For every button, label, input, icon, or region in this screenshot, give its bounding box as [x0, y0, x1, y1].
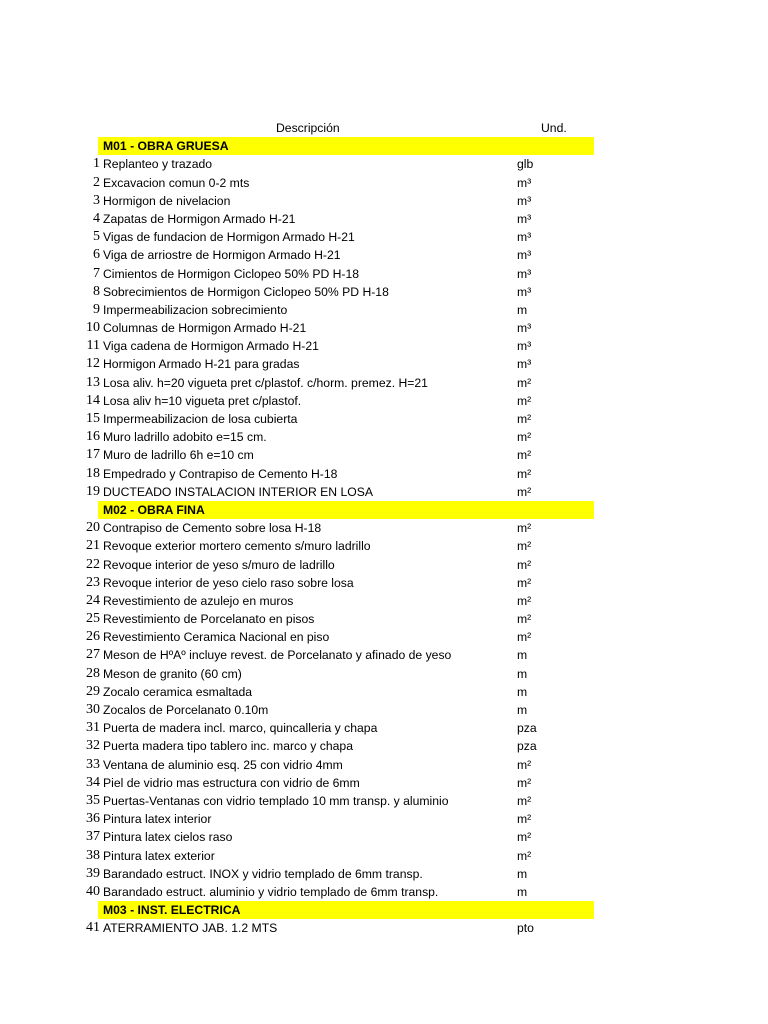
table-row	[0, 465, 768, 483]
table-row	[0, 174, 768, 192]
item-number: 37	[86, 829, 100, 845]
item-description: Zocalos de Porcelanato 0.10m	[103, 703, 269, 717]
item-number: 29	[86, 683, 100, 699]
item-number: 27	[86, 647, 100, 663]
item-unit: m²	[517, 775, 532, 790]
item-description: Hormigon de nivelacion	[103, 193, 231, 208]
table-row	[0, 283, 768, 301]
item-description: Revoque exterior mortero cemento s/muro ladrillo	[103, 539, 371, 554]
item-number: 8	[93, 283, 100, 299]
item-description: Ventana de aluminio esq. 25 con vidrio 4mm	[103, 757, 343, 772]
item-number: 13	[86, 374, 100, 390]
item-unit: pza	[517, 739, 537, 754]
item-unit: m²	[517, 557, 532, 572]
table-row	[0, 592, 768, 610]
item-number: 35	[86, 792, 100, 808]
item-unit: m²	[517, 393, 532, 408]
table-row	[0, 192, 768, 210]
item-number: 1	[93, 156, 100, 172]
item-number: 19	[86, 483, 100, 499]
item-number: 25	[86, 611, 100, 627]
item-number: 34	[86, 774, 100, 790]
section-title: M01 - OBRA GRUESA	[103, 139, 229, 154]
table-row	[0, 792, 768, 810]
item-number: 2	[93, 174, 100, 190]
item-number: 15	[86, 411, 100, 426]
item-unit: m	[517, 866, 528, 881]
item-description: Revoque interior de yeso cielo raso sobre losa	[103, 575, 354, 590]
table-row	[0, 719, 768, 737]
item-unit: m²	[517, 848, 532, 863]
item-description: Cimientos de Hormigon Ciclopeo 50% PD H-18	[103, 266, 360, 281]
item-description: Zocalo ceramica esmaltada	[103, 684, 253, 699]
item-unit: m²	[517, 430, 532, 445]
table-row	[0, 810, 768, 828]
section-header-row	[0, 901, 768, 919]
table-row	[0, 556, 768, 574]
spreadsheet	[0, 119, 768, 937]
table-row	[0, 428, 768, 446]
item-unit: m³	[517, 193, 532, 208]
table-body	[0, 137, 768, 937]
item-unit: m³	[517, 339, 532, 354]
item-description: Revestimiento de azulejo en muros	[103, 593, 294, 608]
item-description: Replanteo y trazado	[103, 157, 213, 172]
item-description: Hormigon Armado H-21 para gradas	[103, 357, 300, 372]
table-row	[0, 865, 768, 883]
table-row	[0, 392, 768, 410]
table-row	[0, 228, 768, 246]
header-row	[0, 119, 768, 137]
item-unit: m²	[517, 375, 532, 390]
item-description: Columnas de Hormigon Armado H-21	[103, 321, 307, 336]
item-unit: m	[517, 666, 528, 681]
item-unit: m	[517, 684, 528, 699]
item-description: Vigas de fundacion de Hormigon Armado H-21	[103, 230, 355, 245]
item-description: Pintura latex exterior	[103, 848, 215, 863]
table-row	[0, 446, 768, 464]
table-row	[0, 737, 768, 755]
item-description: Revestimiento de Porcelanato en pisos	[103, 612, 315, 627]
table-row	[0, 410, 768, 428]
table-row	[0, 483, 768, 501]
item-unit: m³	[517, 284, 532, 299]
item-description: Revestimiento Ceramica Nacional en piso	[103, 630, 330, 645]
item-unit: m²	[517, 484, 532, 499]
item-unit: m²	[517, 466, 532, 481]
item-unit: m³	[517, 230, 532, 245]
section-title: M02 - OBRA FINA	[103, 502, 205, 517]
item-description: Puertas-Ventanas con vidrio templado 10 mm transp. y aluminio	[103, 793, 449, 808]
table-row	[0, 646, 768, 664]
item-unit: m	[517, 884, 528, 899]
table-row	[0, 574, 768, 592]
table-row	[0, 374, 768, 392]
table-row	[0, 847, 768, 865]
table-row	[0, 246, 768, 264]
item-number: 32	[86, 738, 100, 754]
item-number: 7	[93, 265, 100, 281]
item-number: 33	[86, 756, 100, 772]
table-row	[0, 883, 768, 901]
table-row	[0, 537, 768, 555]
item-number: 39	[86, 865, 100, 881]
item-unit: m	[517, 302, 528, 317]
item-number: 21	[86, 538, 100, 554]
item-description: ATERRAMIENTO JAB. 1.2 MTS	[103, 921, 278, 936]
item-number: 41	[86, 920, 100, 936]
item-unit: m²	[517, 575, 532, 590]
table-row	[0, 265, 768, 283]
item-unit: m²	[517, 521, 532, 536]
item-description: Empedrado y Contrapiso de Cemento H-18	[103, 466, 338, 481]
item-description: DUCTEADO INSTALACION INTERIOR EN LOSA	[103, 484, 373, 499]
item-unit: m²	[517, 793, 532, 808]
table-row	[0, 628, 768, 646]
item-unit: m²	[517, 630, 532, 645]
item-unit: m³	[517, 211, 532, 226]
item-number: 16	[86, 429, 100, 445]
table-row	[0, 337, 768, 355]
item-unit: glb	[517, 157, 534, 172]
table-row	[0, 774, 768, 792]
item-description: Revoque interior de yeso s/muro de ladrillo	[103, 557, 335, 572]
item-description: Pintura latex cielos raso	[103, 830, 233, 845]
item-unit: m³	[517, 248, 532, 263]
table-row	[0, 828, 768, 846]
header-unit: Und.	[541, 121, 567, 135]
item-number: 9	[93, 301, 100, 317]
item-unit: m²	[517, 812, 532, 827]
item-number: 4	[93, 210, 100, 226]
item-unit: m²	[517, 757, 532, 772]
item-number: 11	[86, 338, 100, 354]
item-number: 12	[86, 356, 100, 372]
item-description: Muro de ladrillo 6h e=10 cm	[103, 448, 254, 463]
item-number: 24	[86, 592, 100, 608]
item-description: Muro ladrillo adobito e=15 cm.	[103, 430, 267, 445]
table-row	[0, 155, 768, 173]
item-unit: m	[517, 703, 528, 717]
section-header-row	[0, 501, 768, 519]
table-row	[0, 301, 768, 319]
item-description: Puerta madera tipo tablero inc. marco y chapa	[103, 739, 353, 754]
item-description: Viga de arriostre de Hormigon Armado H-21	[103, 248, 341, 263]
item-description: Sobrecimientos de Hormigon Ciclopeo 50% PD H-18	[103, 284, 389, 299]
item-description: Zapatas de Hormigon Armado H-21	[103, 211, 296, 226]
item-number: 18	[86, 465, 100, 481]
item-description: Losa aliv h=10 vigueta pret c/plastof.	[103, 393, 302, 408]
item-unit: m	[517, 648, 528, 663]
item-unit: pto	[517, 921, 534, 936]
item-unit: m³	[517, 175, 532, 190]
table-row	[0, 610, 768, 628]
item-description: Barandado estruct. aluminio y vidrio templado de 6mm transp.	[103, 884, 439, 899]
item-unit: m³	[517, 266, 532, 281]
table-row	[0, 519, 768, 537]
item-description: Pintura latex interior	[103, 812, 212, 827]
table-row	[0, 919, 768, 937]
item-number: 26	[86, 629, 100, 645]
item-description: Viga cadena de Hormigon Armado H-21	[103, 339, 319, 354]
item-unit: m²	[517, 539, 532, 554]
item-number: 30	[86, 702, 100, 717]
item-number: 5	[93, 229, 100, 245]
item-unit: m²	[517, 448, 532, 463]
item-number: 40	[86, 883, 100, 899]
table-row	[0, 683, 768, 701]
item-unit: m²	[517, 412, 532, 426]
table-row	[0, 210, 768, 228]
item-description: Meson de granito (60 cm)	[103, 666, 242, 681]
table-row	[0, 319, 768, 337]
item-description: Impermeabilizacion sobrecimiento	[103, 302, 288, 317]
item-number: 6	[93, 247, 100, 263]
item-description: Barandado estruct. INOX y vidrio templado de 6mm transp.	[103, 866, 423, 881]
table-row	[0, 756, 768, 774]
item-number: 22	[86, 556, 100, 572]
item-number: 28	[86, 665, 100, 681]
item-description: Losa aliv. h=20 vigueta pret c/plastof. c/horm. premez. H=21	[103, 375, 428, 390]
item-unit: m³	[517, 321, 532, 336]
item-description: Excavacion comun 0-2 mts	[103, 175, 250, 190]
table-row	[0, 355, 768, 373]
header-description: Descripción	[276, 121, 340, 135]
section-title: M03 - INST. ELECTRICA	[103, 903, 241, 918]
item-number: 14	[86, 392, 100, 408]
item-number: 20	[86, 520, 100, 536]
item-description: Puerta de madera incl. marco, quincalleria y chapa	[103, 721, 378, 736]
item-number: 10	[86, 320, 100, 336]
table-row	[0, 665, 768, 683]
item-number: 31	[86, 720, 100, 736]
item-number: 17	[86, 447, 100, 463]
item-unit: pza	[517, 721, 537, 736]
item-number: 3	[93, 192, 100, 208]
item-unit: m³	[517, 357, 532, 372]
item-description: Contrapiso de Cemento sobre losa H-18	[103, 521, 322, 536]
item-number: 23	[86, 574, 100, 590]
item-unit: m²	[517, 612, 532, 627]
item-number: 38	[86, 847, 100, 863]
item-description: Meson de HºAº incluye revest. de Porcelanato y afinado de yeso	[103, 648, 452, 663]
item-description: Piel de vidrio mas estructura con vidrio de 6mm	[103, 775, 360, 790]
item-unit: m²	[517, 593, 532, 608]
item-unit: m²	[517, 830, 532, 845]
section-header-row	[0, 137, 768, 155]
item-description: Impermeabilizacion de losa cubierta	[103, 412, 298, 426]
table-row	[0, 701, 768, 719]
item-number: 36	[86, 811, 100, 827]
